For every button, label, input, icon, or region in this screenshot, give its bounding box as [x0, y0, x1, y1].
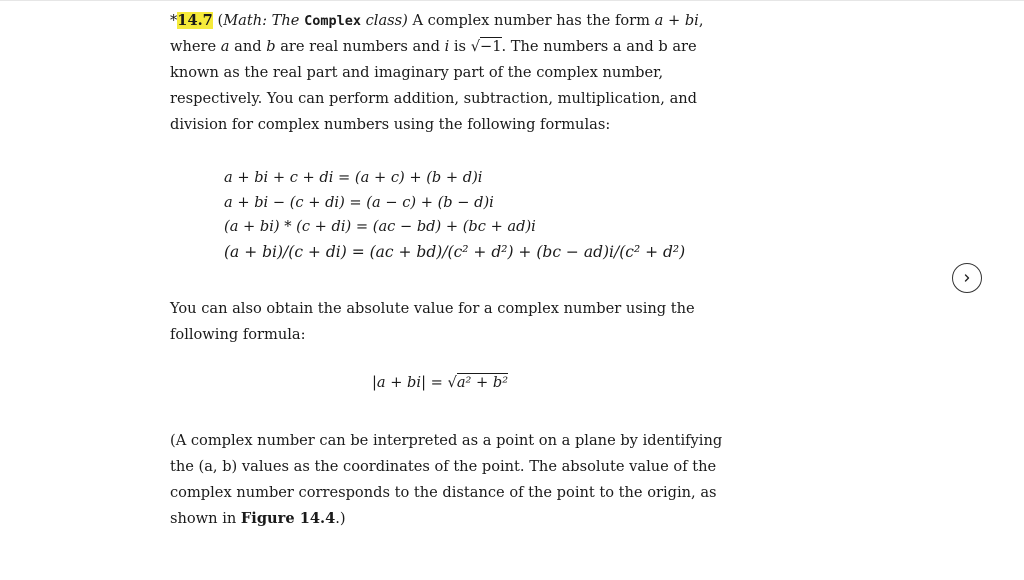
exercise-marker: *: [170, 12, 178, 29]
sqrt-minus-one: −1: [480, 38, 502, 55]
intro-text-4: are real numbers and: [275, 38, 445, 55]
variable-i: i: [444, 38, 450, 55]
figure-reference: Figure 14.4: [240, 510, 336, 527]
intro-text-1: A complex number has the form: [407, 12, 655, 29]
top-divider: [0, 0, 1024, 1]
intro-text-6: . The numbers a and b are known as the real part and imaginary part of the complex number, respectively. You can perform addition, subtraction, multiplication, and division for complex numbers using the following formulas:: [170, 38, 698, 133]
chevron-right-icon: [962, 273, 972, 283]
subtraction-formula: a + bi − (c + di) = (a − c) + (b − d)i: [224, 193, 494, 211]
exercise-content: [170, 8, 730, 532]
exercise-intro: [170, 8, 730, 138]
heading-open: (: [217, 12, 224, 29]
exercise-number: 14.7: [177, 12, 213, 29]
exercise-heading-suffix: class): [360, 12, 408, 29]
absolute-sqrt-sign: √: [447, 374, 457, 391]
complex-form: a + bi: [654, 12, 699, 29]
intro-text-5: is: [449, 38, 471, 55]
closing-paragraph: [170, 428, 730, 532]
intro-text-2: , where: [170, 12, 704, 55]
class-name-code: Complex: [304, 13, 361, 29]
intro-text-3: and: [234, 38, 267, 55]
addition-formula: a + bi + c + di = (a + c) + (b + d)i: [224, 169, 483, 186]
next-page-button[interactable]: [952, 263, 982, 293]
variable-a: a: [220, 38, 230, 55]
formula-list: [224, 166, 730, 264]
absolute-lhs: |a + bi| =: [371, 374, 448, 391]
closing-text: (A complex number can be interpreted as a point on a plane by identifying the (a, b) values as the coordinates of the point. The absolute value of the complex number corresponds to the distance of the point to the origin, as shown in: [170, 432, 723, 527]
variable-b: b: [266, 38, 276, 55]
exercise-heading-prefix: Math: The: [223, 12, 305, 29]
absolute-intro: You can also obtain the absolute value for a complex number using the following formula:: [170, 300, 695, 343]
multiplication-formula: (a + bi) * (c + di) = (ac − bd) + (bc + ad)i: [224, 218, 536, 235]
division-formula: (a + bi)/(c + di) = (ac + bd)/(c² + d²) + (bc − ad)i/(c² + d²): [224, 242, 686, 261]
closing-end: .): [335, 510, 346, 527]
sqrt-sign: √: [470, 38, 480, 55]
absolute-value-formula: [150, 370, 730, 396]
absolute-radicand: a² + b²: [456, 374, 509, 391]
